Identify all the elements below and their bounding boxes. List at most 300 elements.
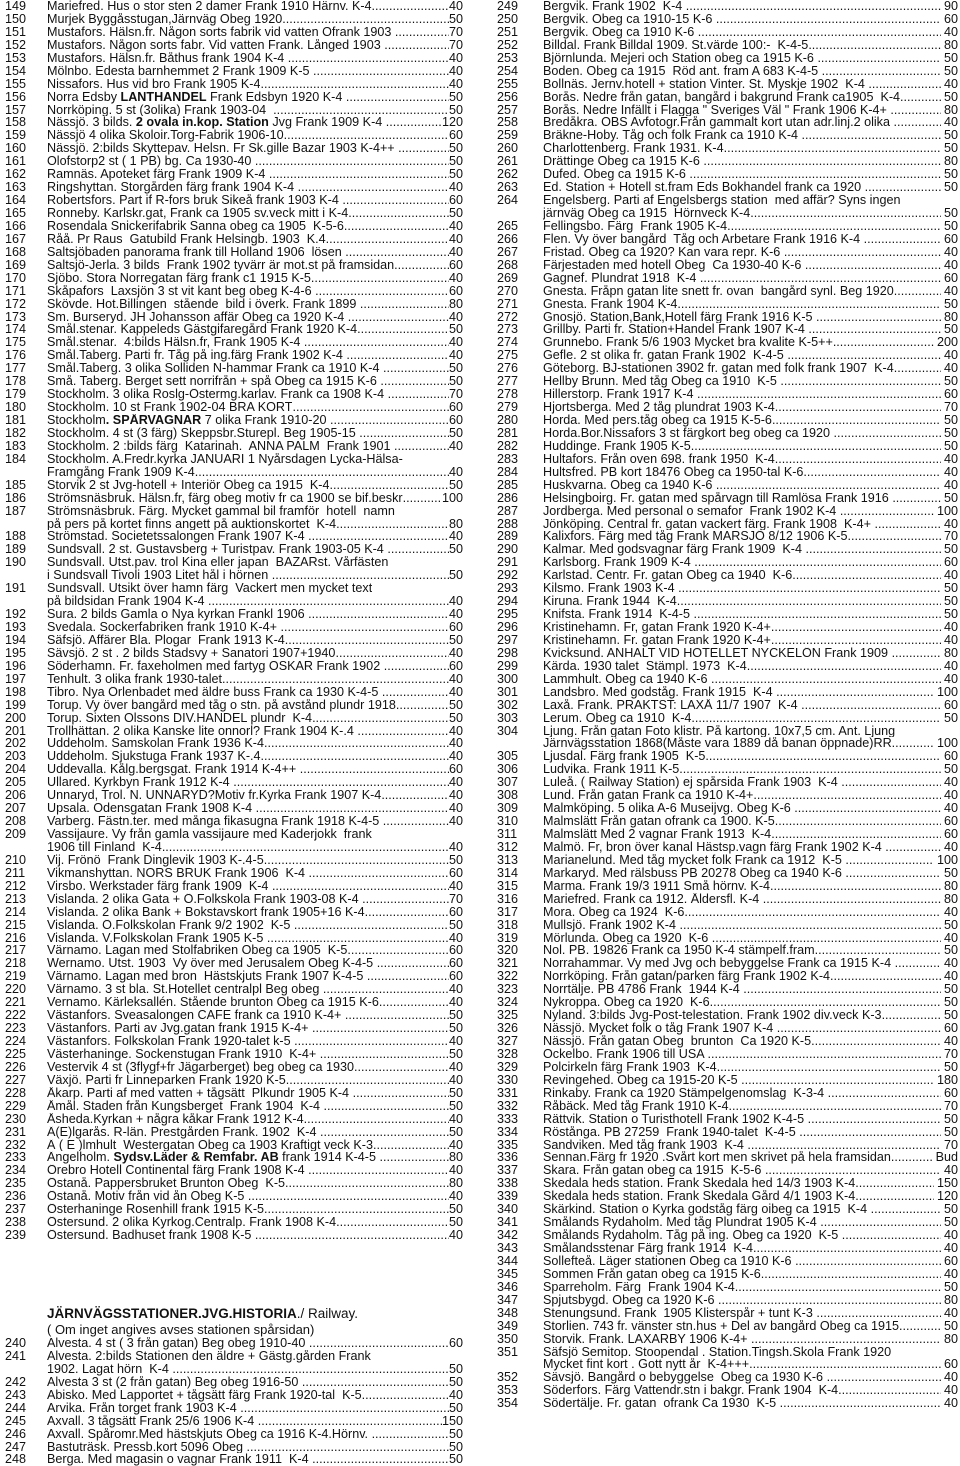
list-item bbox=[497, 569, 958, 582]
list-item-line bbox=[497, 155, 958, 168]
item-number: 185 bbox=[5, 477, 27, 492]
item-price: 50 bbox=[943, 1202, 958, 1217]
item-number: 330 bbox=[497, 1072, 519, 1087]
list-item bbox=[497, 1203, 958, 1216]
list-item-line bbox=[497, 1035, 958, 1048]
item-description-text: Billdal. Frank Billdal 1909. St.värde 100:- K-4-5 bbox=[543, 38, 809, 52]
item-description-text: Nykroppa. Obeg ca 1920 K-6 bbox=[543, 996, 710, 1010]
item-description-text: Torup. Sixten Olssons DIV.HANDEL plundr K-4 bbox=[47, 711, 313, 725]
dot-leader bbox=[377, 957, 449, 970]
item-description-text: Vislanda. 2 olika Bank + Bokstavskort frank 1905+16 K-4 bbox=[47, 905, 365, 919]
list-item bbox=[497, 634, 958, 647]
item-description-text: Grunnebo. Frank 5/6 1903 Mycket bra kvalite K-5++ bbox=[543, 336, 833, 350]
item-number: 221 bbox=[5, 995, 27, 1010]
item-price: 50 bbox=[943, 594, 958, 609]
item-price: 50 bbox=[943, 296, 958, 311]
item-number: 155 bbox=[5, 76, 27, 91]
item-number: 203 bbox=[5, 749, 27, 764]
item-number: 195 bbox=[5, 645, 27, 660]
list-item bbox=[497, 13, 958, 26]
item-description-text: Strömstad. Societetssalongen Frank 1907 K-4 bbox=[47, 530, 309, 544]
item-number: 241 bbox=[5, 1348, 27, 1363]
item-price: 120 bbox=[936, 1189, 958, 1204]
list-item bbox=[5, 1074, 463, 1087]
list-item bbox=[5, 983, 463, 996]
list-item bbox=[497, 375, 958, 388]
item-price: 100 bbox=[936, 852, 958, 867]
item-description bbox=[47, 349, 346, 362]
item-description-text: Arvika. Från torget frank 1903 K-4 bbox=[47, 1401, 241, 1415]
dot-leader bbox=[381, 789, 449, 802]
list-item bbox=[497, 233, 958, 246]
item-number: 265 bbox=[497, 218, 519, 233]
list-item-line bbox=[5, 1190, 463, 1203]
item-description-text: Vislanda. V.Folkskolan Frank 1905 K-5 bbox=[47, 931, 267, 945]
list-item-line bbox=[5, 0, 463, 13]
item-description bbox=[47, 78, 260, 91]
dot-leader bbox=[380, 375, 449, 388]
list-item bbox=[497, 1074, 958, 1087]
list-item-line bbox=[497, 168, 958, 181]
item-price: 40 bbox=[943, 930, 958, 945]
item-number: 154 bbox=[5, 63, 27, 78]
item-description-text: Sundsvall. 2 st. Gustavsberg + Turistpav. Frank 1903-05 K-4 bbox=[47, 543, 388, 557]
list-item-line bbox=[497, 78, 958, 91]
item-number: 228 bbox=[5, 1085, 27, 1100]
list-item-line bbox=[5, 543, 463, 556]
list-item bbox=[497, 1100, 958, 1113]
list-item-line bbox=[5, 155, 463, 168]
item-description bbox=[543, 854, 845, 867]
item-description bbox=[543, 39, 808, 52]
item-number: 304 bbox=[497, 723, 519, 738]
list-item-line bbox=[5, 595, 463, 608]
list-item-line bbox=[5, 983, 463, 996]
item-price: 40 bbox=[448, 775, 463, 790]
item-description bbox=[47, 750, 261, 763]
item-description-text: Ronneby. Karlskr.gat, Frank ca 1905 sv.veck mitt i K-4 bbox=[47, 207, 349, 220]
item-description-text: Norrtälje. PB 4786 Frank 1944 K-4 bbox=[543, 983, 744, 997]
item-description-text: Spjutsbygd. Obeg ca 1920 K-6 bbox=[543, 1293, 719, 1307]
item-description-text: Stockholm. 2 :bilds färg Katarinah. ANNA PALM Frank 1901 bbox=[47, 439, 394, 453]
item-description-text: Smål.Taberg. Parti fr. Tåg på ing.färg Frank 1902 K-4 bbox=[47, 349, 347, 363]
dot-leader bbox=[294, 919, 449, 932]
item-number: 257 bbox=[497, 102, 519, 117]
item-number: 266 bbox=[497, 231, 519, 246]
list-item bbox=[5, 298, 463, 311]
dot-leader bbox=[312, 712, 449, 725]
dot-leader bbox=[780, 375, 941, 388]
list-item bbox=[497, 1281, 958, 1294]
item-description-text: Strömsnäsbruk. Hälsn.fr, färg obeg motiv fr ca 1900 se bif.beskr bbox=[47, 491, 403, 505]
dot-leader bbox=[864, 233, 941, 246]
item-description-text: Nässjö. 3 bilds. bbox=[47, 116, 136, 130]
item-description bbox=[543, 1242, 753, 1255]
dot-leader bbox=[336, 518, 449, 531]
list-item bbox=[497, 996, 958, 1009]
item-description-text: Flen. Vy över bangård Tåg och Arbetare Frank 1916 K-4 bbox=[543, 232, 864, 246]
list-item bbox=[5, 1216, 463, 1229]
dot-leader bbox=[811, 1035, 941, 1048]
list-item-line bbox=[5, 168, 463, 181]
dot-leader bbox=[855, 1190, 934, 1203]
item-description bbox=[47, 1100, 324, 1113]
item-description bbox=[543, 983, 743, 996]
list-item bbox=[5, 285, 463, 298]
dot-leader bbox=[342, 194, 449, 207]
item-description bbox=[47, 13, 282, 26]
item-description-text: Gnesta. Frank 1904 K-4 bbox=[543, 297, 678, 311]
list-item bbox=[5, 763, 463, 776]
dot-leader bbox=[815, 944, 941, 957]
item-description-text: Bergvik. Obeg ca 1910 K-6 bbox=[543, 25, 698, 39]
dot-leader bbox=[827, 1371, 941, 1384]
dot-leader bbox=[776, 686, 934, 699]
item-price: 80 bbox=[943, 154, 958, 169]
dot-leader bbox=[362, 893, 449, 906]
item-number: 166 bbox=[5, 218, 27, 233]
item-price: 120 bbox=[441, 115, 463, 130]
item-description-text: Kalmar. Med godsvagnar färg Frank 1909 K-4 bbox=[543, 543, 806, 557]
item-number: 320 bbox=[497, 943, 519, 958]
item-number: 161 bbox=[5, 154, 27, 169]
item-description bbox=[47, 129, 284, 142]
list-item bbox=[497, 246, 958, 259]
list-item-line bbox=[497, 737, 958, 750]
item-number: 234 bbox=[5, 1163, 27, 1178]
item-description bbox=[47, 582, 372, 595]
item-description bbox=[47, 336, 304, 349]
list-item-line bbox=[5, 375, 463, 388]
dot-leader bbox=[255, 155, 449, 168]
list-item-line bbox=[497, 660, 958, 673]
list-item bbox=[5, 1453, 463, 1466]
list-item-line bbox=[497, 323, 958, 336]
dot-leader bbox=[711, 673, 941, 686]
dot-leader bbox=[895, 957, 941, 970]
list-item-line bbox=[497, 582, 958, 595]
item-description-text: Marma. Frank 19/3 1911 Små hörnv. K-4 bbox=[543, 879, 771, 893]
item-number: 233 bbox=[5, 1150, 27, 1165]
item-number: 289 bbox=[497, 529, 519, 544]
item-price: 40 bbox=[943, 658, 958, 673]
dot-leader bbox=[822, 65, 941, 78]
list-item bbox=[497, 699, 958, 712]
dot-leader bbox=[795, 1255, 941, 1268]
item-description bbox=[543, 116, 893, 129]
list-item bbox=[5, 1415, 463, 1428]
item-description bbox=[543, 1371, 827, 1384]
list-item bbox=[497, 194, 958, 220]
item-description bbox=[47, 802, 256, 815]
item-description-text: Helsingboirg. Fr. gatan med spårvagn till Ramlösa Frank 1916 bbox=[543, 491, 893, 505]
item-description bbox=[47, 375, 380, 388]
list-item bbox=[5, 1337, 463, 1350]
item-description-text: Nässjö. Från gatan Obeg brunton Ca 1920 K-5 bbox=[543, 1035, 812, 1048]
item-description-text: Mycket fint kort . Gott nytt år K-4+++ bbox=[543, 1358, 750, 1372]
item-description-text: Upsala. Odensgatan Frank 1908 K-4 bbox=[47, 802, 256, 816]
item-price: 50 bbox=[943, 995, 958, 1010]
item-description bbox=[47, 453, 403, 466]
dot-leader bbox=[780, 1397, 941, 1410]
item-price: 40 bbox=[448, 814, 463, 829]
item-description-text: Nol. PB. 19826 Frank ca 1950 K-4 stämpelf.fram bbox=[543, 944, 815, 958]
item-description bbox=[47, 142, 398, 155]
item-number: 236 bbox=[5, 1189, 27, 1204]
list-item bbox=[497, 556, 958, 569]
list-item-line bbox=[5, 634, 463, 647]
dot-leader bbox=[787, 349, 941, 362]
item-number: 157 bbox=[5, 102, 27, 117]
item-description bbox=[543, 1397, 780, 1410]
item-description-text: Hultsfred. PB kort 18476 Obeg ca 1950-tal K-6 bbox=[543, 465, 804, 479]
list-item bbox=[497, 776, 958, 789]
item-description bbox=[543, 906, 684, 919]
item-price: 100 bbox=[936, 736, 958, 751]
item-price: 50 bbox=[943, 917, 958, 932]
item-number: 171 bbox=[5, 283, 27, 298]
dot-leader bbox=[162, 841, 449, 854]
list-item-line bbox=[497, 518, 958, 531]
item-description bbox=[47, 1035, 294, 1048]
dot-leader bbox=[240, 1402, 449, 1415]
list-item-line bbox=[5, 323, 463, 336]
item-number: 213 bbox=[5, 891, 27, 906]
dot-leader bbox=[775, 453, 941, 466]
list-item-line bbox=[5, 802, 463, 815]
list-item bbox=[5, 1022, 463, 1035]
item-price: 70 bbox=[448, 387, 463, 402]
dot-leader bbox=[386, 116, 442, 129]
item-description-text: Berga. Med magasin o vagnar Frank 1911 K-4 bbox=[47, 1453, 313, 1466]
item-price: 40 bbox=[448, 749, 463, 764]
list-item bbox=[497, 1087, 958, 1100]
item-price: 50 bbox=[943, 1008, 958, 1023]
list-item-line bbox=[5, 750, 463, 763]
item-description bbox=[47, 621, 280, 634]
dot-leader bbox=[775, 401, 941, 414]
item-number: 182 bbox=[5, 425, 27, 440]
list-item bbox=[497, 1294, 958, 1307]
item-price: 40 bbox=[448, 270, 463, 285]
list-item-line bbox=[5, 854, 463, 867]
list-item bbox=[497, 854, 958, 867]
list-item-line bbox=[497, 1371, 958, 1384]
item-price: 50 bbox=[448, 1426, 463, 1441]
item-description bbox=[47, 492, 403, 505]
item-description bbox=[543, 298, 677, 311]
item-description bbox=[543, 181, 865, 194]
item-description bbox=[47, 0, 372, 13]
dot-leader bbox=[763, 893, 941, 906]
list-item bbox=[497, 518, 958, 531]
item-description-text: Trollhättan. 2 olika Kanske lite onnorl? Frank 1904 K-.4 bbox=[47, 724, 358, 738]
item-number: 259 bbox=[497, 128, 519, 143]
item-price: 70 bbox=[448, 24, 463, 39]
item-description bbox=[543, 1333, 751, 1346]
list-item bbox=[5, 440, 463, 453]
item-description-text: Ullared. Kyrkbyn Frank 1912 K-4 bbox=[47, 776, 234, 790]
item-price: 70 bbox=[448, 37, 463, 52]
item-description-text: Bredåkra. OBS Avfotogr.Från gammalt kort utan adr.linj.2 olika bbox=[543, 116, 894, 130]
list-item-line bbox=[497, 957, 958, 970]
list-item-line bbox=[5, 1151, 463, 1164]
item-description bbox=[543, 440, 691, 453]
list-item-line bbox=[497, 1100, 958, 1113]
list-item bbox=[497, 1048, 958, 1061]
list-item bbox=[5, 1139, 463, 1152]
item-description bbox=[543, 220, 727, 233]
item-description bbox=[543, 26, 698, 39]
list-item bbox=[497, 1126, 958, 1139]
list-item-line bbox=[497, 543, 958, 556]
item-description bbox=[543, 1061, 717, 1074]
item-description-text: Hillerstorp. Frank 1917 K-4 bbox=[543, 388, 697, 402]
dot-leader bbox=[248, 1190, 449, 1203]
item-price: 60 bbox=[943, 697, 958, 712]
item-number: 243 bbox=[5, 1387, 27, 1402]
item-price: 60 bbox=[448, 1336, 463, 1350]
item-description bbox=[47, 362, 383, 375]
dot-leader bbox=[684, 906, 941, 919]
item-number: 209 bbox=[5, 827, 27, 841]
item-price: 40 bbox=[448, 684, 463, 699]
item-price: 40 bbox=[448, 1163, 463, 1178]
list-item-line bbox=[5, 453, 463, 466]
item-description bbox=[543, 1087, 828, 1100]
item-description bbox=[47, 388, 388, 401]
item-description-text: Värnamo. 3 st bla. St.Hotellet centralpl Beg obeg bbox=[47, 983, 323, 997]
item-description bbox=[47, 1190, 248, 1203]
item-number: 210 bbox=[5, 852, 27, 867]
list-item-line bbox=[5, 556, 463, 569]
list-item-line bbox=[5, 39, 463, 52]
item-number: 349 bbox=[497, 1318, 519, 1333]
list-item bbox=[5, 323, 463, 336]
list-item bbox=[497, 1022, 958, 1035]
item-number: 258 bbox=[497, 115, 519, 130]
list-item bbox=[497, 1035, 958, 1048]
item-description bbox=[47, 505, 395, 518]
list-item bbox=[5, 712, 463, 725]
item-description-text: Bergvik. Frank 1902 K-4 bbox=[543, 0, 686, 13]
item-price: 50 bbox=[943, 218, 958, 233]
list-item bbox=[5, 52, 463, 65]
item-description-text: Skara. Från gatan obeg ca 1915 K-5-6 bbox=[543, 1164, 765, 1178]
item-number: 271 bbox=[497, 296, 519, 311]
item-description bbox=[543, 52, 817, 65]
item-price: 80 bbox=[943, 37, 958, 52]
item-description-text: Norrköping. 5 st (3olika) Frank 1903-04 bbox=[47, 103, 274, 117]
list-item-line bbox=[5, 919, 463, 932]
item-description bbox=[47, 880, 272, 893]
list-item-line bbox=[5, 789, 463, 802]
item-price: 150 bbox=[936, 1176, 958, 1191]
dot-leader bbox=[803, 466, 941, 479]
item-description bbox=[543, 194, 901, 207]
dot-leader bbox=[264, 737, 449, 750]
item-number: 276 bbox=[497, 361, 519, 376]
item-description-text: Rosendala Snickerifabrik Sanna obeg ca 1905 K-5-6 bbox=[47, 219, 344, 233]
list-item-line bbox=[5, 867, 463, 880]
left-column bbox=[5, 0, 463, 1466]
item-description-text: Axvall. 3 tågsätt Frank 25/6 1906 K-4 bbox=[47, 1414, 258, 1428]
list-item bbox=[497, 440, 958, 453]
list-item-line bbox=[5, 673, 463, 686]
list-item bbox=[497, 841, 958, 854]
list-item-line bbox=[5, 466, 463, 479]
dot-leader bbox=[255, 1229, 449, 1242]
dot-leader bbox=[261, 750, 449, 763]
list-item bbox=[497, 39, 958, 52]
item-description bbox=[543, 1229, 842, 1242]
item-description-text: Växjö. Parti fr Linneparken Frank 1920 K-5 bbox=[47, 1073, 286, 1087]
list-item bbox=[5, 142, 463, 155]
dot-leader bbox=[729, 1100, 941, 1113]
list-item bbox=[497, 181, 958, 194]
list-item-line bbox=[497, 841, 958, 854]
item-description bbox=[543, 543, 806, 556]
item-description bbox=[543, 323, 808, 336]
list-item bbox=[5, 1087, 463, 1100]
list-item bbox=[5, 1100, 463, 1113]
item-description bbox=[47, 285, 315, 298]
item-description bbox=[543, 78, 868, 91]
list-item-line bbox=[5, 207, 463, 220]
item-description bbox=[543, 660, 747, 673]
list-item-line bbox=[5, 116, 463, 129]
item-number: 172 bbox=[5, 296, 27, 311]
item-price: 40 bbox=[943, 1241, 958, 1255]
list-item-line bbox=[497, 1113, 958, 1126]
list-item bbox=[5, 427, 463, 440]
item-number: 345 bbox=[497, 1266, 519, 1281]
item-description-text: Sundsvall. Utsikt över hamn färg Vackert men mycket text bbox=[47, 582, 373, 596]
dot-leader bbox=[777, 1022, 941, 1035]
item-price: 50 bbox=[448, 1008, 463, 1023]
dot-leader bbox=[770, 880, 941, 893]
item-description bbox=[47, 828, 372, 841]
item-number: 273 bbox=[497, 322, 519, 337]
item-number: 225 bbox=[5, 1046, 27, 1061]
item-price: 40 bbox=[943, 1266, 958, 1281]
item-description bbox=[543, 944, 815, 957]
item-number: 294 bbox=[497, 594, 519, 609]
item-price: 40 bbox=[943, 904, 958, 919]
railway-item-list bbox=[5, 1337, 463, 1466]
list-item bbox=[5, 776, 463, 789]
list-item bbox=[5, 750, 463, 763]
list-item bbox=[5, 39, 463, 52]
dot-leader bbox=[388, 388, 449, 401]
list-item bbox=[5, 970, 463, 983]
item-price: 40 bbox=[448, 348, 463, 363]
list-item bbox=[497, 983, 958, 996]
item-number: 180 bbox=[5, 400, 27, 415]
item-description bbox=[47, 246, 345, 259]
item-description bbox=[47, 543, 387, 556]
item-price: 50 bbox=[943, 50, 958, 65]
list-item-line bbox=[497, 129, 958, 142]
item-number: 303 bbox=[497, 710, 519, 725]
item-description bbox=[543, 1307, 816, 1320]
list-item bbox=[497, 116, 958, 129]
dot-leader bbox=[689, 168, 941, 181]
item-description-text: Ljung. Från gatan Foto klistr. På kartong. 10x7,5 cm. Ant. Ljung bbox=[543, 724, 896, 738]
item-price: 50 bbox=[448, 322, 463, 337]
list-item bbox=[5, 789, 463, 802]
dot-leader bbox=[273, 104, 449, 117]
